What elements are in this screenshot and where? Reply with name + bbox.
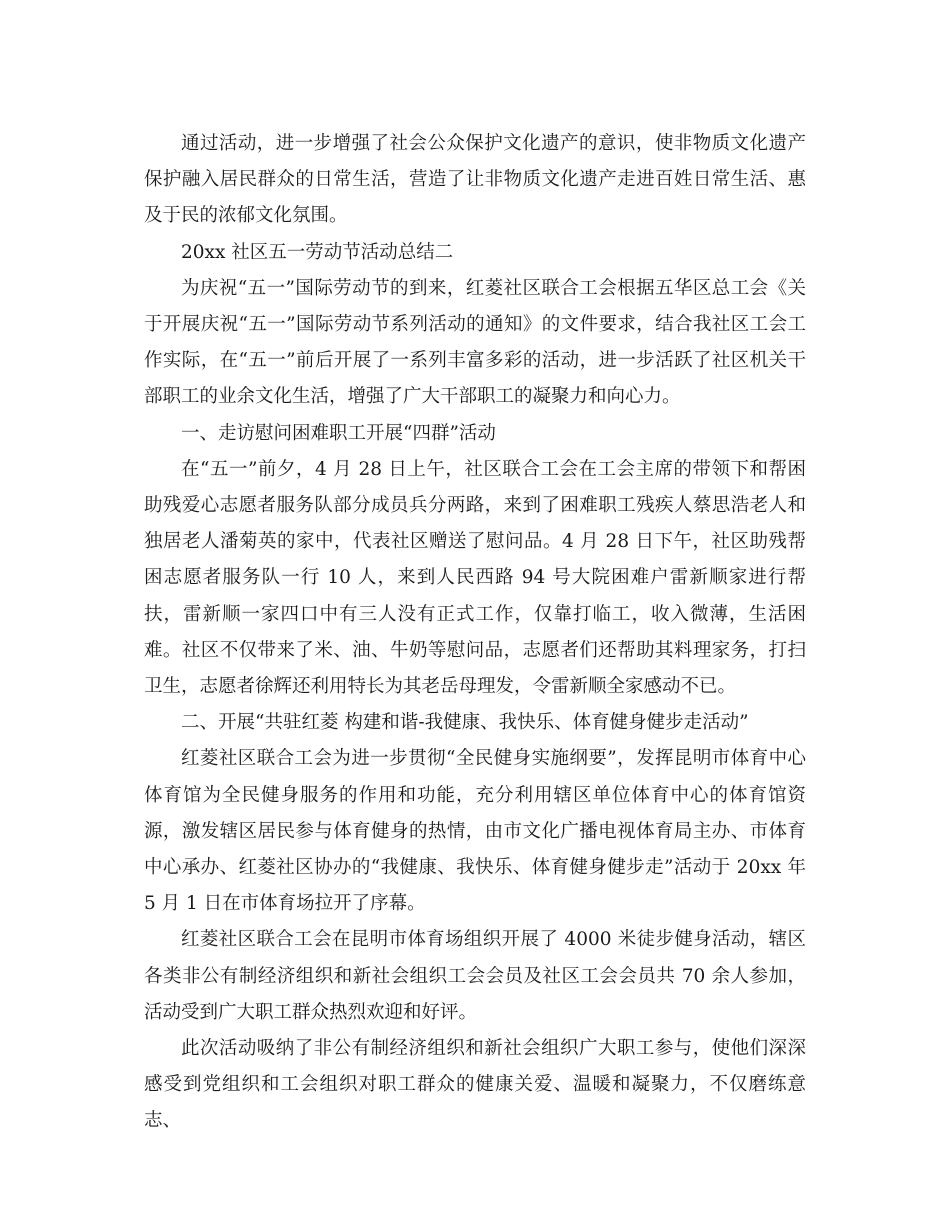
paragraph: 在“五一”前夕，4 月 28 日上午，社区联合工会在工会主席的带领下和帮困助残爱心志愿者服务队部分成员兵分两路，来到了困难职工残疾人蔡思浩老人和独居老人潘菊英的家中，代表社区赠送了慰问品。4 月 28 日下午，社区助残帮困志愿者服务队一行 10 人，来到人民西路 94 号大院困难户雷新顺家进行帮扶，雷新顺一家四口中有三人没有正式工作，仅靠打临工，收入微薄，生活困难。社区不仅带来了米、油、牛奶等慰问品，志愿者们还帮助其料理家务，打扫卫生，志愿者徐辉还利用特长为其老岳母理发，令雷新顺全家感动不已。 — [144, 458, 806, 698]
paragraph: 红菱社区联合工会在昆明市体育场组织开展了 4000 米徒步健身活动，辖区各类非公有制经济组织和新社会组织工会会员及社区工会会员共 70 余人参加，活动受到广大职工群众热烈欢迎和好评。 — [144, 929, 806, 1023]
paragraph: 红菱社区联合工会为进一步贯彻“全民健身实施纲要”，发挥昆明市体育中心体育馆为全民健身服务的作用和功能，充分利用辖区单位体育中心的体育馆资源，激发辖区居民参与体育健身的热情，由市文化广播电视体育局主办、市体育中心承办、红菱社区协办的“我健康、我快乐、体育健身健步走”活动于 20xx 年 5 月 1 日在市体育场拉开了序幕。 — [144, 748, 806, 915]
paragraph: 此次活动吸纳了非公有制经济组织和新社会组织广大职工参与，使他们深深感受到党组织和工会组织对职工群众的健康关爱、温暖和凝聚力，不仅磨练意志、 — [144, 1038, 806, 1132]
section-title: 20xx 社区五一劳动节活动总结二 — [181, 241, 454, 263]
paragraph: 通过活动，进一步增强了社会公众保护文化遗产的意识，使非物质文化遗产保护融入居民群众的日常生活，营造了让非物质文化遗产走进百姓日常生活、惠及于民的浓郁文化氛围。 — [144, 133, 806, 227]
paragraph: 为庆祝“五一”国际劳动节的到来，红菱社区联合工会根据五华区总工会《关于开展庆祝“五一”国际劳动节系列活动的通知》的文件要求，结合我社区工会工作实际，在“五一”前后开展了一系列丰富多彩的活动，进一步活跃了社区机关干部职工的业余文化生活，增强了广大干部职工的凝聚力和向心力。 — [144, 277, 806, 408]
section-heading: 二、开展“共驻红菱 构建和谐-我健康、我快乐、体育健身健步走活动” — [181, 712, 749, 734]
document-body — [144, 126, 806, 1140]
section-heading: 一、走访慰问困难职工开展“四群”活动 — [181, 422, 496, 444]
